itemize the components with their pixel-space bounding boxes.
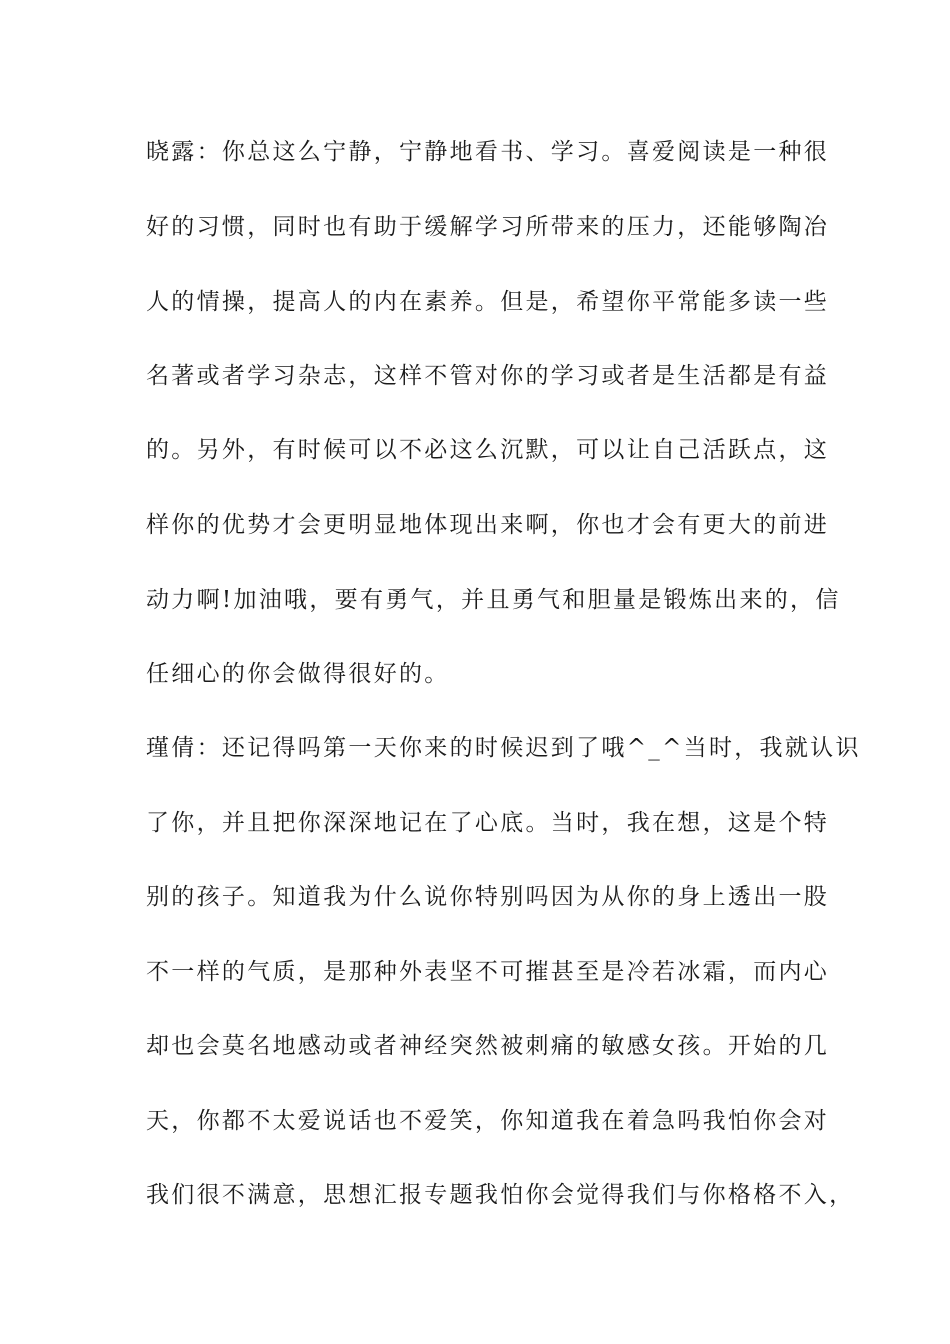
text-line: 不一样的气质，是那种外表坚不可摧甚至是冷若冰霜，而内心 (146, 959, 830, 985)
text-line: 却也会莫名地感动或者神经突然被刺痛的敏感女孩。开始的几 (146, 1033, 830, 1059)
text-line: 样你的优势才会更明显地体现出来啊，你也才会有更大的前进 (146, 512, 830, 538)
text-line: 天，你都不太爱说话也不爱笑，你知道我在着急吗我怕你会对 (146, 1108, 830, 1134)
text-line: 别的孩子。知道我为什么说你特别吗因为从你的身上透出一股 (146, 884, 830, 910)
text-line: 瑾倩：还记得吗第一天你来的时候迟到了哦^_^当时，我就认识 (146, 735, 861, 761)
text-line: 人的情操，提高人的内在素养。但是，希望你平常能多读一些 (146, 289, 830, 315)
text-line: 晓露：你总这么宁静，宁静地看书、学习。喜爱阅读是一种很 (146, 139, 830, 165)
text-line: 了你，并且把你深深地记在了心底。当时，我在想，这是个特 (146, 810, 830, 836)
text-line: 我们很不满意，思想汇报专题我怕你会觉得我们与你格格不入， (146, 1182, 855, 1208)
text-line: 的。另外，有时候可以不必这么沉默，可以让自己活跃点，这 (146, 437, 830, 463)
text-line: 任细心的你会做得很好的。 (146, 661, 450, 687)
text-line: 好的习惯，同时也有助于缓解学习所带来的压力，还能够陶冶 (146, 214, 830, 240)
text-line: 名著或者学习杂志，这样不管对你的学习或者是生活都是有益 (146, 363, 830, 389)
text-line: 动力啊!加油哦，要有勇气，并且勇气和胆量是锻炼出来的，信 (146, 587, 841, 613)
